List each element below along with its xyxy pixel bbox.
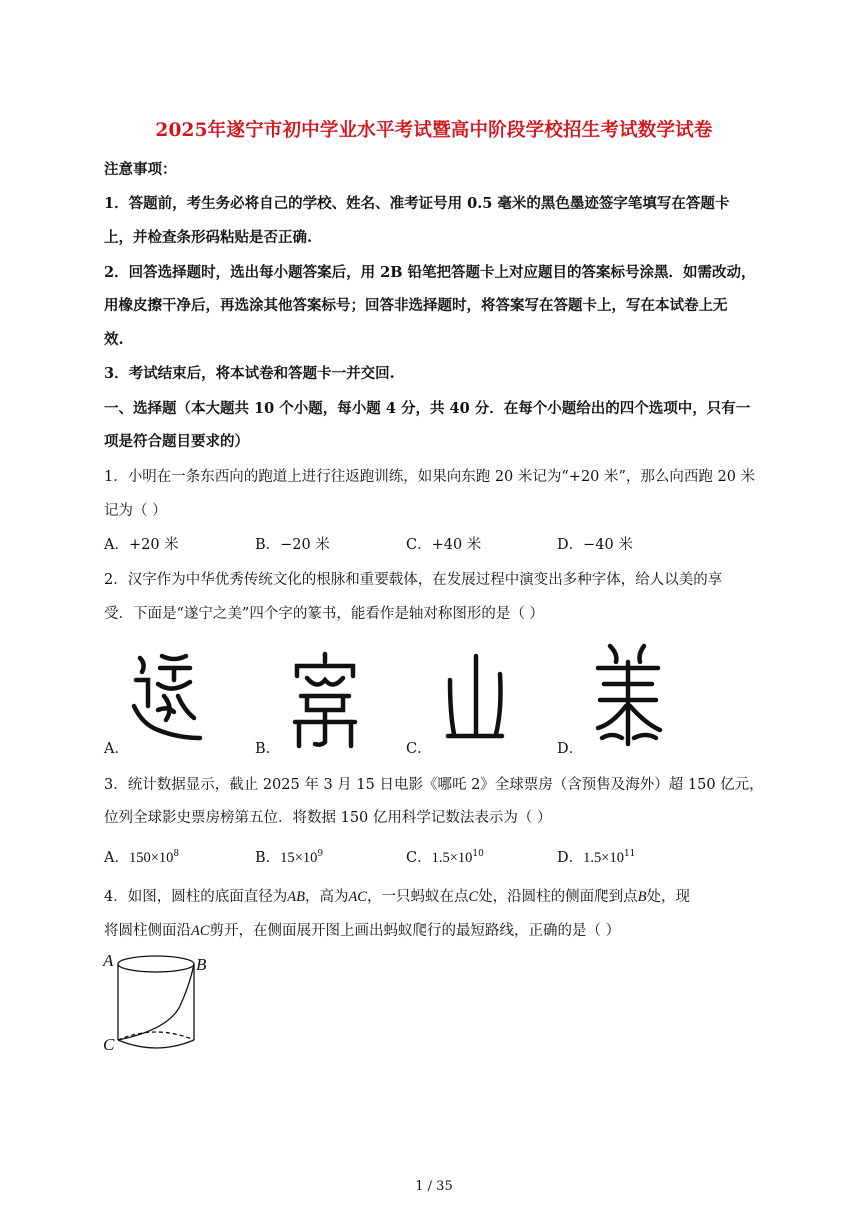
q2-option-b: B． — [255, 741, 281, 757]
q2-line-1: 2．汉字作为中华优秀传统文化的根脉和重要载体，在发展过程中演变出多种字体，给人以美的享 — [104, 572, 723, 588]
q3-option-d: D．$1.5\times 10^{11}$ — [557, 849, 636, 866]
q1-option-c: C．+40 米 — [406, 537, 482, 553]
page-number: 1 / 35 — [415, 1179, 453, 1194]
q1-option-b: B．−20 米 — [255, 537, 330, 553]
q4-line-2: 将圆柱侧面沿AC剪开，在侧面展开图上画出蚂蚁爬行的最短路线，正确的是（ ） — [104, 923, 621, 939]
notice-heading: 注意事项： — [104, 161, 177, 178]
q3-line-2: 位列全球影史票房榜第五位．将数据 150 亿用科学记数法表示为（ ） — [104, 810, 552, 826]
cylinder-figure — [100, 946, 220, 1058]
notice-1-line-2: 上，并检查条形码粘贴是否正确. — [104, 229, 313, 246]
label-b: B — [196, 955, 207, 974]
q2-option-d: D． — [557, 741, 584, 757]
page-title: 2025年遂宁市初中学业水平考试暨高中阶段学校招生考试数学试卷 — [155, 120, 713, 141]
section-heading-line-2: 项是符合题目要求的） — [104, 433, 249, 450]
section-heading-line-1: 一、选择题（本大题共 10 个小题，每小题 4 分，共 40 分．在每个小题给出的四个选项中，只有一 — [104, 400, 751, 417]
q2-option-c: C． — [406, 741, 432, 757]
label-a: A — [103, 951, 114, 970]
q1-line-1: 1．小明在一条东西向的跑道上进行往返跑训练，如果向东跑 20 米记为“+20 米”，那么向西跑 20 米 — [104, 469, 756, 485]
q3-option-b: B．$15\times 10^9$ — [255, 849, 324, 866]
q3-option-c: C．$1.5\times 10^{10}$ — [406, 849, 484, 866]
q2-line-2: 受．下面是“遂宁之美”四个字的篆书，能看作是轴对称图形的是（ ） — [104, 606, 544, 622]
notice-2-line-1: 2．回答选择题时，选出每小题答案后，用 2B 铅笔把答题卡上对应题目的答案标号涂黑．如需改动， — [104, 264, 756, 281]
seal-zhi-icon — [440, 650, 510, 750]
q4-line-1: 4．如图，圆柱的底面直径为AB，高为AC，一只蚂蚁在点C处，沿圆柱的侧面爬到点B处，现 — [104, 889, 691, 905]
notice-3: 3．考试结束后，将本试卷和答题卡一并交回. — [104, 365, 395, 382]
q1-option-a: A．+20 米 — [104, 537, 179, 553]
q3-option-a: A．$150\times 10^8$ — [104, 849, 180, 866]
seal-ning-icon — [285, 650, 365, 750]
q1-option-d: D．−40 米 — [557, 537, 633, 553]
notice-1-line-1: 1．答题前，考生务必将自己的学校、姓名、准考证号用 0.5 毫米的黑色墨迹签字笔填写在答题卡 — [104, 195, 730, 212]
label-c: C — [103, 1035, 115, 1054]
notice-2-line-3: 效. — [104, 331, 124, 348]
q1-line-2: 记为（ ） — [104, 503, 167, 519]
seal-mei-icon — [588, 640, 668, 750]
q2-option-a: A． — [104, 741, 129, 757]
notice-2-line-2: 用橡皮擦干净后，再选涂其他答案标号；回答非选择题时，将答案写在答题卡上，写在本试卷上无 — [104, 297, 728, 314]
q3-line-1: 3．统计数据显示，截止 2025 年 3 月 15 日电影《哪吒 2》全球票房（含预售及海外）超 150 亿元， — [104, 777, 764, 793]
seal-sui-icon — [128, 650, 208, 750]
